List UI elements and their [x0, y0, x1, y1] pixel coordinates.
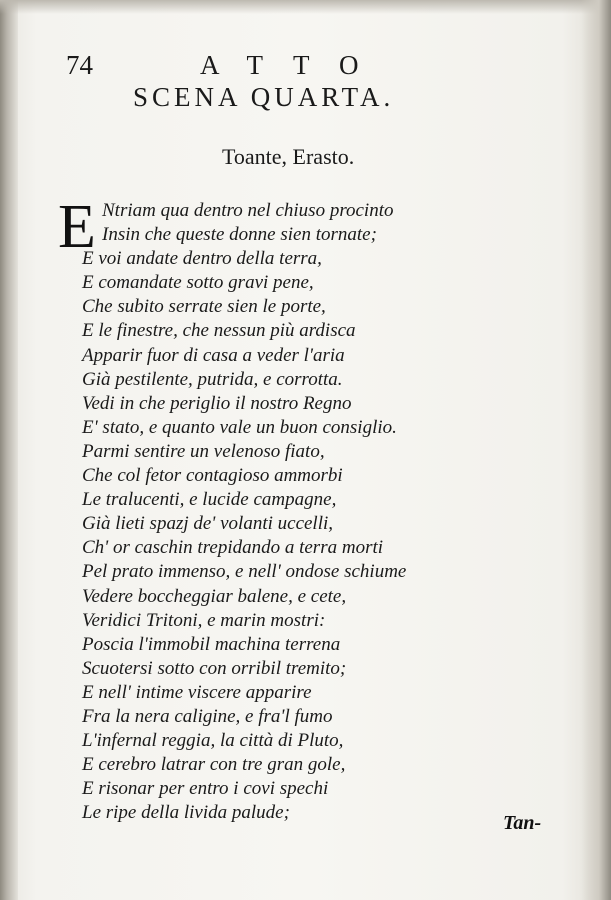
scene-heading: SCENA QUARTA.: [133, 82, 395, 112]
verse-line: Pel prato immenso, e nell' ondose schiume: [82, 561, 407, 583]
verse-line: Ntriam qua dentro nel chiuso procinto: [102, 200, 394, 221]
verse-line: Che col fetor contagioso ammorbi: [82, 465, 343, 487]
verse-line: Vedi in che periglio il nostro Regno: [82, 392, 352, 414]
running-head: [66, 50, 536, 84]
verse-line: E cerebro latrar con tre gran gole,: [82, 754, 346, 776]
verse-line: Insin che queste donne sien tornate;: [102, 224, 377, 246]
verse-line: E voi andate dentro della terra,: [82, 248, 322, 270]
verse-line: Vedere boccheggiar balene, e cete,: [82, 585, 347, 607]
act-heading: ATTO: [200, 50, 389, 80]
verse-line: Che subito serrate sien le porte,: [82, 296, 326, 318]
verse-line: E comandate sotto gravi pene,: [82, 272, 314, 294]
page-top-edge: [0, 0, 611, 14]
page-number: 74: [66, 50, 93, 80]
verse-line: Già lieti spazj de' volanti uccelli,: [82, 513, 334, 535]
speakers-line: Toante, Erasto.: [222, 144, 355, 169]
verse-line: E le finestre, che nessun più ardisca: [82, 320, 356, 342]
verse-line: Le tralucenti, e lucide campagne,: [82, 489, 337, 511]
verse-line: Già pestilente, putrida, e corrotta.: [82, 368, 343, 390]
verse-line: Apparir fuor di casa a veder l'aria: [82, 344, 345, 366]
verse-line: Parmi sentire un velenoso fiato,: [82, 440, 325, 462]
verse-line: E risonar per entro i covi spechi: [82, 778, 329, 800]
verse-line: Ch' or caschin trepidando a terra morti: [82, 537, 384, 559]
verse-line: Veridici Tritoni, e marin mostri:: [82, 609, 326, 631]
drop-cap-initial: E: [58, 193, 96, 261]
verse-list: [82, 199, 502, 825]
catchword: Tan-: [503, 812, 542, 834]
verse-line: Fra la nera caligine, e fra'l fumo: [82, 705, 333, 727]
page-gutter: [0, 0, 18, 900]
verse-line: L'infernal reggia, la città di Pluto,: [82, 730, 344, 752]
verse-line: Scuotersi sotto con orribil tremito;: [82, 657, 347, 679]
verse-line: E' stato, e quanto vale un buon consiglio.: [82, 416, 397, 438]
verse-line: Poscia l'immobil machina terrena: [82, 633, 341, 655]
verse-line: E nell' intime viscere apparire: [82, 681, 312, 703]
page-right-edge: [581, 0, 611, 900]
verse-line: Le ripe della livida palude;: [82, 802, 290, 824]
